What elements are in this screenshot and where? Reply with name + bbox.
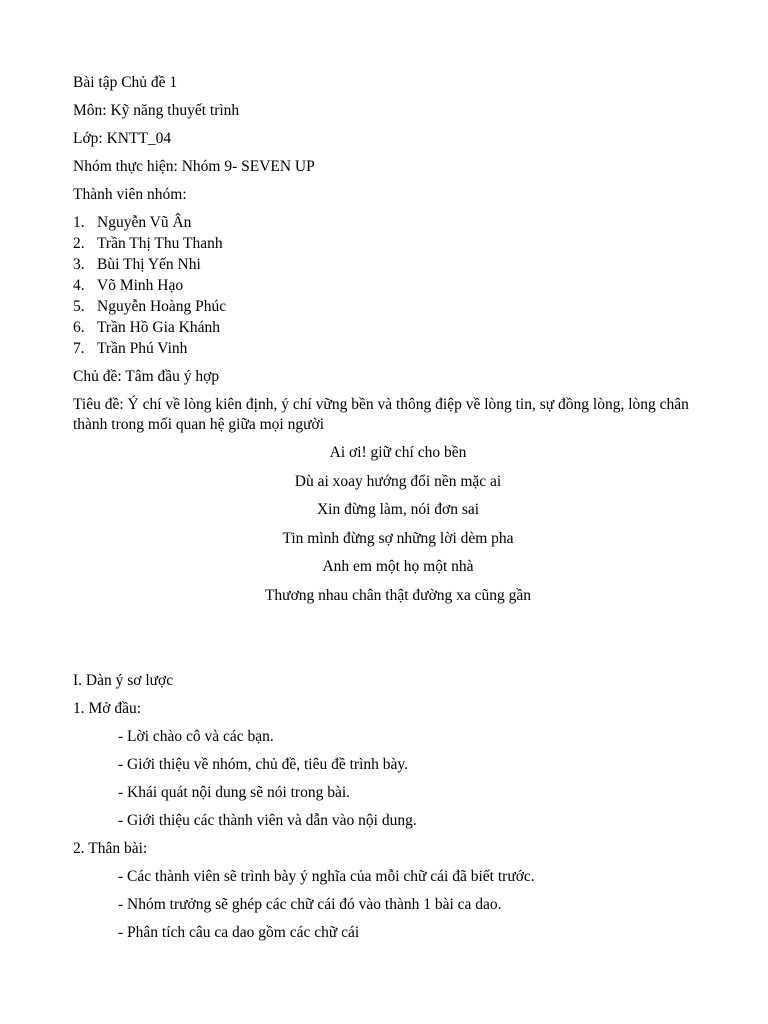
member-name: Bùi Thị Yến Nhi <box>97 256 201 273</box>
poem-line: Ai ơi! giữ chí cho bền <box>329 444 467 461</box>
assignment-title: Bài tập Chủ đề 1 <box>73 74 178 91</box>
outline-item: - Phân tích câu ca dao gồm các chữ cái <box>118 924 360 941</box>
outline-item: - Lời chào cô và các bạn. <box>118 728 274 745</box>
title-paragraph: Tiêu đề: Ý chí về lòng kiên định, ý chí vững bền và thông điệp về lòng tin, sự đồng lòng, lòng chân thành trong mối quan hệ giữa mọi người <box>73 396 689 433</box>
class-line: Lớp: KNTT_04 <box>73 130 172 147</box>
outline-item: - Khái quát nội dung sẽ nói trong bài. <box>118 784 351 801</box>
outline-item: - Giới thiệu về nhóm, chủ đề, tiêu đề trình bày. <box>118 756 408 773</box>
members-label: Thành viên nhóm: <box>73 186 187 203</box>
outline-heading: I. Dàn ý sơ lược <box>73 672 174 689</box>
list-number: 5. <box>73 298 85 315</box>
member-name: Nguyễn Vũ Ân <box>97 214 192 231</box>
list-item <box>73 317 723 338</box>
list-item <box>73 275 723 296</box>
member-name: Trần Thị Thu Thanh <box>97 235 223 252</box>
member-name: Nguyễn Hoàng Phúc <box>97 298 227 315</box>
list-number: 3. <box>73 256 85 273</box>
topic-line: Chủ đề: Tâm đầu ý hợp <box>73 368 220 385</box>
list-item <box>73 233 723 254</box>
list-item <box>73 212 723 233</box>
group-line: Nhóm thực hiện: Nhóm 9- SEVEN UP <box>73 158 315 175</box>
poem-line: Anh em một họ một nhà <box>322 558 474 575</box>
outline-item: - Giới thiệu các thành viên và dẫn vào nội dung. <box>118 812 417 829</box>
list-item <box>73 254 723 275</box>
subject-line: Môn: Kỹ năng thuyết trình <box>73 102 240 119</box>
list-number: 6. <box>73 319 85 336</box>
poem-line: Tin mình đừng sợ những lời dèm pha <box>282 529 514 547</box>
opening-heading: 1. Mở đầu: <box>73 700 142 717</box>
member-name: Trần Phú Vinh <box>97 340 188 357</box>
poem-block <box>73 443 723 606</box>
outline-item: - Nhóm trưởng sẽ ghép các chữ cái đó vào thành 1 bài ca dao. <box>118 896 502 913</box>
poem-line: Thương nhau chân thật đường xa cũng gần <box>264 586 532 604</box>
document-content <box>73 73 723 943</box>
member-list <box>73 212 723 359</box>
list-number: 7. <box>73 340 85 357</box>
list-item <box>73 296 723 317</box>
list-number: 4. <box>73 277 85 294</box>
body-heading: 2. Thân bài: <box>73 840 148 857</box>
outline-item: - Các thành viên sẽ trình bày ý nghĩa của mỗi chữ cái đã biết trước. <box>118 868 535 885</box>
poem-line: Dù ai xoay hướng đổi nền mặc ai <box>294 472 502 490</box>
poem-line: Xin đừng làm, nói đơn sai <box>316 501 480 518</box>
member-name: Võ Minh Hạo <box>97 277 184 294</box>
blank-space <box>73 614 723 671</box>
list-number: 1. <box>73 214 85 231</box>
member-name: Trần Hồ Gia Khánh <box>97 319 220 336</box>
list-number: 2. <box>73 235 85 252</box>
list-item <box>73 338 723 359</box>
